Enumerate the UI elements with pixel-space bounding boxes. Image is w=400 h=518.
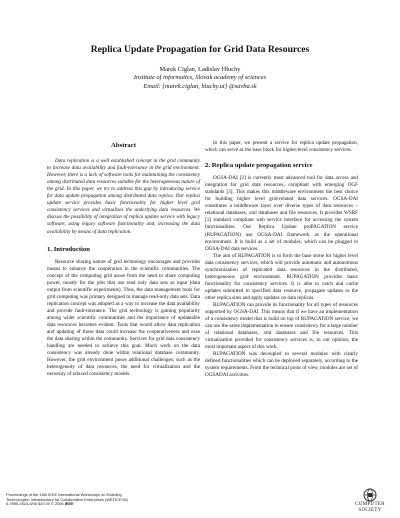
footer-line-1: Proceedings of the 15th IEEE International Workshops on Enabling — [6, 492, 122, 497]
abstract-heading: Abstract — [111, 142, 136, 149]
footer-price-copyright: 0-7695-2623-3/06 $20.00 © 2006 — [6, 501, 65, 507]
section2-paragraph: RUPAGATION was decoupled to several modules with clearly defined functionalities which can be deployed separately, according to the system requirements. From the technical point of view, modules are set of OGSADAI activities. — [205, 351, 358, 379]
author-names: Marek Ciglan, Ladislav Hluchy — [159, 66, 241, 73]
abstract-text: Data replication is a well established concept in the grid community to increase data availability and fault-tolerance in the grid environment. However, there is a lack of software tools for maintaining the consistency among distributed data resources suitable for the heterogeneous nature of the grid. In this paper, we try to address this gap by introducing service for data update propagation among distributed data replica. Our replica update service provides basic functionality for higher level grid consistency services and virtualizes the underlying data resources. We discuss the possibility of integration of replica update service with legacy software, using legacy software functionality and, increasing the data availability by means of data replication. — [47, 158, 200, 235]
author-institution: Institute of informatics, Slovak academy of sciences — [133, 74, 267, 82]
paper-title: Replica Update Propagation for Grid Data Resources — [90, 44, 310, 55]
author-email: Email: {marek.ciglan, hluchy.ui} @savba.sk — [143, 82, 257, 90]
section2-paragraph: The aim of RUPAGATION is to form the base stone for higher level data consistency services, which will provide automatic and autonomous synchronization of replicated data resources in the distributed, heterogeneous grid environment. RUPAGATION provides basic functionality for consistency services. It is able to catch and cache updates submitted to specified data resource, propagate updates to the other replica sites and apply updates on data replicas. — [205, 252, 358, 301]
section2-heading: 2. Replica update propagation service — [205, 162, 313, 170]
footer-line-2: Technologies: Infrastructure for Collaborative Enterprises (WETICE'06) — [6, 496, 128, 502]
introduction-text: Resource sharing nature of grid technology encourages and provides means to enhance the cooperation in the scientific communities. The concept of the computing grid arose from the need to share computing power, mostly for the jobs that use read only data sets as input (data output from scientific experiments). Thus, the data management tools for grid computing was primary designed to manage read-only data sets. Data replication concept was adopted as a way to increase the data availability and provide fault-tolerance. The grid technology is gaining popularity among wider scientific communities and the importance of updateable data resources becomes evident. Tools that would allow data replication and updating of those data could increase the cooperativeness and ease the data sharing within the community. Services for grid data consistency handling are needed to achieve this goal. Much work on the data consistency was already done within relational database community. However, the grid environment poses additional challenges; such as the heterogeneity of data resources, the need for virtualization and the necessity of relaxed consistency models. — [47, 258, 200, 378]
section2-paragraph: RUPAGATION can provide its functionality for all types of resources supported by OGSA-DAI. This means that if we have an implementation of a consistency model that is build on top of RUPAGATION service, we can use the same implementation to ensure consistency for a large number of relational databases, xml databases and file resources. This virtualization provided for consistency services is, in our opinion, the most important aspect of this work. — [205, 301, 358, 351]
left-column — [47, 142, 200, 378]
logo-line-2: SOCIETY — [358, 507, 382, 513]
computer-society-emblem-icon — [362, 488, 378, 502]
computer-society-logo — [348, 488, 392, 513]
logo-line-1: COMPUTER — [355, 502, 385, 507]
author-block — [0, 66, 400, 91]
footer-line-3 — [6, 502, 306, 507]
right-intro-text: In this paper, we present a service for replica update propagation, which can serve as the base block for higher-level consistency services. — [205, 140, 358, 154]
section2-paragraph: OGSA-DAI [2] is currently most advanced tool for data access and integration for grid data resources, compliant with emerging OGF standards [3]. This makes this middleware environment the best choice for building higher level grid-related data services. OGSA-DAI constitutes a middleware layer over diverse types of data resources – relational databases, xml databases and file resources. It provides WSRF [1] standard compliant web service interface for accessing the system functionalities. Our Replica Update proPAGATION service (RUPAGATION) use OGSA-DAI framework as the operational environment. It is build as a set of modules, which can be plugged in OGSA-DAI data services. — [205, 175, 358, 252]
right-column — [205, 140, 358, 380]
introduction-heading: 1. Introduction — [47, 245, 90, 253]
proceedings-footer — [6, 493, 306, 507]
footer-ieee: IEEE — [64, 501, 74, 507]
